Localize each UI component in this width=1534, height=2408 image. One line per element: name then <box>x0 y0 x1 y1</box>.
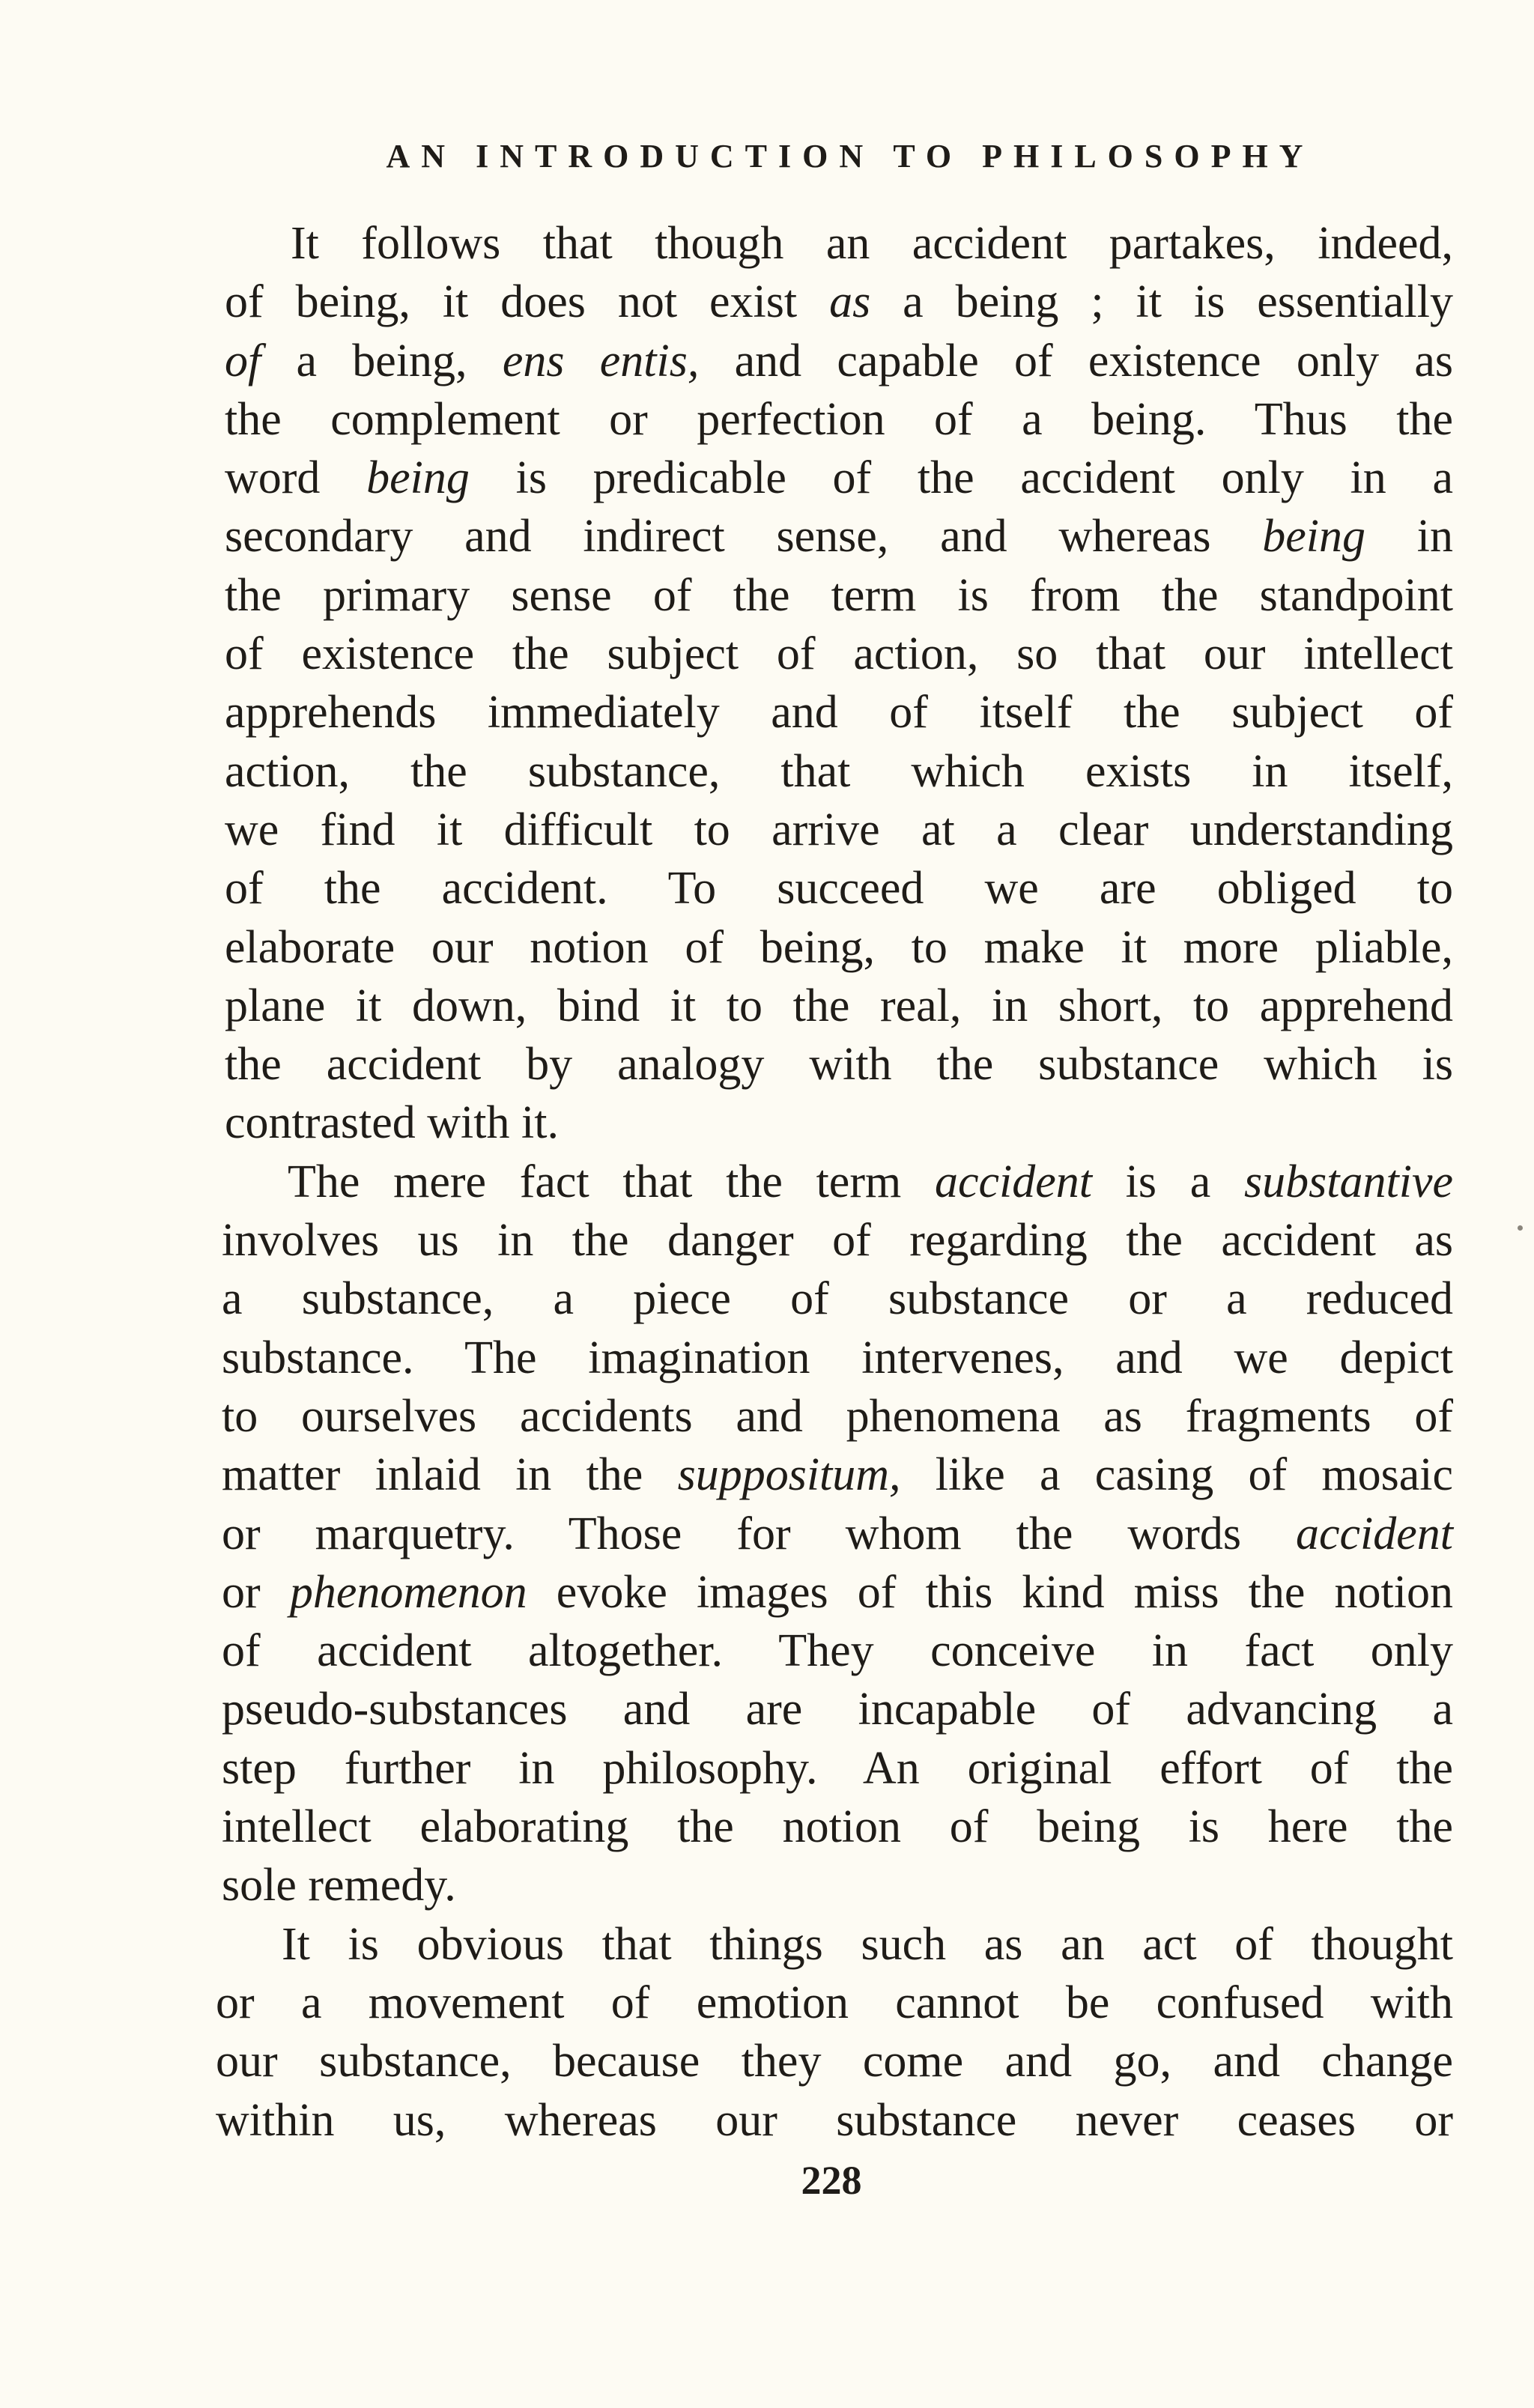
text-line <box>222 1563 1453 1622</box>
italic-run: accident <box>934 1156 1092 1207</box>
text-run: It follows that though an accident partakes, indeed, <box>291 218 1453 269</box>
text-run: in <box>1365 511 1453 562</box>
text-run: contrasted with it. <box>225 1097 559 1149</box>
text-line <box>222 1798 1453 1856</box>
text-run: word <box>225 452 367 504</box>
page-number: 228 <box>801 2158 862 2203</box>
text-line <box>225 1035 1453 1094</box>
text-run: or a movement of emotion cannot be confused with <box>216 1977 1453 2028</box>
italic-run: being <box>366 452 470 504</box>
text-run: of existence the subject of action, so that our intellect <box>225 628 1453 680</box>
text-run: intellect elaborating the notion of being is here the <box>222 1801 1453 1853</box>
margin-speck <box>1518 1225 1523 1231</box>
italic-run: accident <box>1295 1508 1453 1559</box>
text-line <box>225 390 1453 449</box>
text-run: involves us in the danger of regarding the accident as <box>222 1215 1453 1267</box>
italic-run: substantive <box>1244 1156 1454 1207</box>
text-run: It is obvious that things such as an act of thought <box>282 1918 1453 1970</box>
text-line <box>225 683 1453 741</box>
text-run: secondary and indirect sense, and whereas <box>225 511 1263 562</box>
text-run: the accident by analogy with the substance which is <box>225 1039 1453 1091</box>
text-line <box>225 625 1453 683</box>
text-line <box>225 859 1453 918</box>
text-line <box>222 1505 1453 1563</box>
text-run: we find it difficult to arrive at a clear understanding <box>225 804 1453 855</box>
italic-run: suppositum, <box>677 1449 901 1501</box>
text-run: our substance, because they come and go, and change <box>216 2036 1453 2087</box>
text-run: is predicable of the accident only in a <box>469 452 1453 504</box>
text-line <box>225 507 1453 565</box>
text-run: a being, <box>261 335 503 386</box>
paragraph <box>225 214 1453 1153</box>
italic-run: being <box>1262 511 1365 562</box>
text-run: step further in philosophy. An original effort of the <box>222 1742 1453 1794</box>
text-line <box>225 273 1453 331</box>
text-line <box>225 214 1453 273</box>
text-run: apprehends immediately and of itself the subject of <box>225 687 1453 739</box>
text-line <box>225 977 1453 1035</box>
text-line <box>222 1739 1453 1798</box>
text-line <box>222 1329 1453 1387</box>
text-run: The mere fact that the term <box>288 1156 935 1207</box>
text-run: action, the substance, that which exists in itself, <box>225 745 1453 797</box>
text-run: the complement or perfection of a being. Thus the <box>225 393 1453 445</box>
text-line <box>225 801 1453 859</box>
text-run: elaborate our notion of being, to make it more pliable, <box>225 921 1453 973</box>
text-run: sole remedy. <box>222 1860 456 1911</box>
text-run: of the accident. To succeed we are obliged to <box>225 863 1453 915</box>
running-head: AN INTRODUCTION TO PHILOSOPHY <box>386 138 1315 175</box>
text-line <box>225 449 1453 507</box>
text-run: or marquetry. Those for whom the words <box>222 1508 1296 1559</box>
text-run: or <box>222 1566 290 1618</box>
paragraph <box>216 1915 1453 2150</box>
text-line <box>216 2032 1453 2090</box>
body-text <box>216 214 1454 2150</box>
text-run: of accident altogether. They conceive in fact only <box>222 1625 1453 1677</box>
text-run: a substance, a piece of substance or a reduced <box>222 1273 1453 1325</box>
italic-run: phenomenon <box>289 1566 527 1618</box>
text-run: substance. The imagination intervenes, and we depict <box>222 1332 1453 1383</box>
text-run: evoke images of this kind miss the notion <box>527 1566 1453 1618</box>
text-line <box>216 2091 1453 2150</box>
italic-run: as <box>829 276 871 328</box>
text-line <box>225 566 1453 625</box>
text-line <box>216 1974 1453 2032</box>
text-run: plane it down, bind it to the real, in short, to apprehend <box>225 980 1453 1031</box>
text-line <box>222 1446 1453 1504</box>
text-line <box>216 1915 1453 1974</box>
text-run: and capable of existence only as <box>699 335 1453 386</box>
paragraph <box>222 1153 1453 1915</box>
italic-run: ens entis, <box>502 335 700 386</box>
text-run: is a <box>1091 1156 1245 1207</box>
text-run: pseudo-substances and are incapable of advancing a <box>222 1684 1453 1735</box>
text-run: of being, it does not exist <box>225 276 830 328</box>
text-run: a being ; it is essentially <box>870 276 1453 328</box>
text-line <box>222 1153 1453 1211</box>
italic-run: of <box>225 335 261 386</box>
text-line <box>222 1856 1453 1914</box>
text-run: to ourselves accidents and phenomena as fragments of <box>222 1390 1453 1442</box>
text-line <box>225 742 1453 801</box>
text-run: matter inlaid in the <box>222 1449 678 1501</box>
text-run: within us, whereas our substance never ceases or <box>216 2094 1453 2146</box>
text-line <box>225 1094 1453 1152</box>
text-line <box>222 1387 1453 1446</box>
text-line <box>222 1622 1453 1680</box>
text-line <box>222 1211 1453 1270</box>
text-run: the primary sense of the term is from the standpoint <box>225 569 1453 621</box>
text-line <box>222 1680 1453 1738</box>
text-run: like a casing of mosaic <box>900 1449 1453 1501</box>
text-line <box>222 1270 1453 1328</box>
text-line <box>225 332 1453 390</box>
text-line <box>225 918 1453 977</box>
